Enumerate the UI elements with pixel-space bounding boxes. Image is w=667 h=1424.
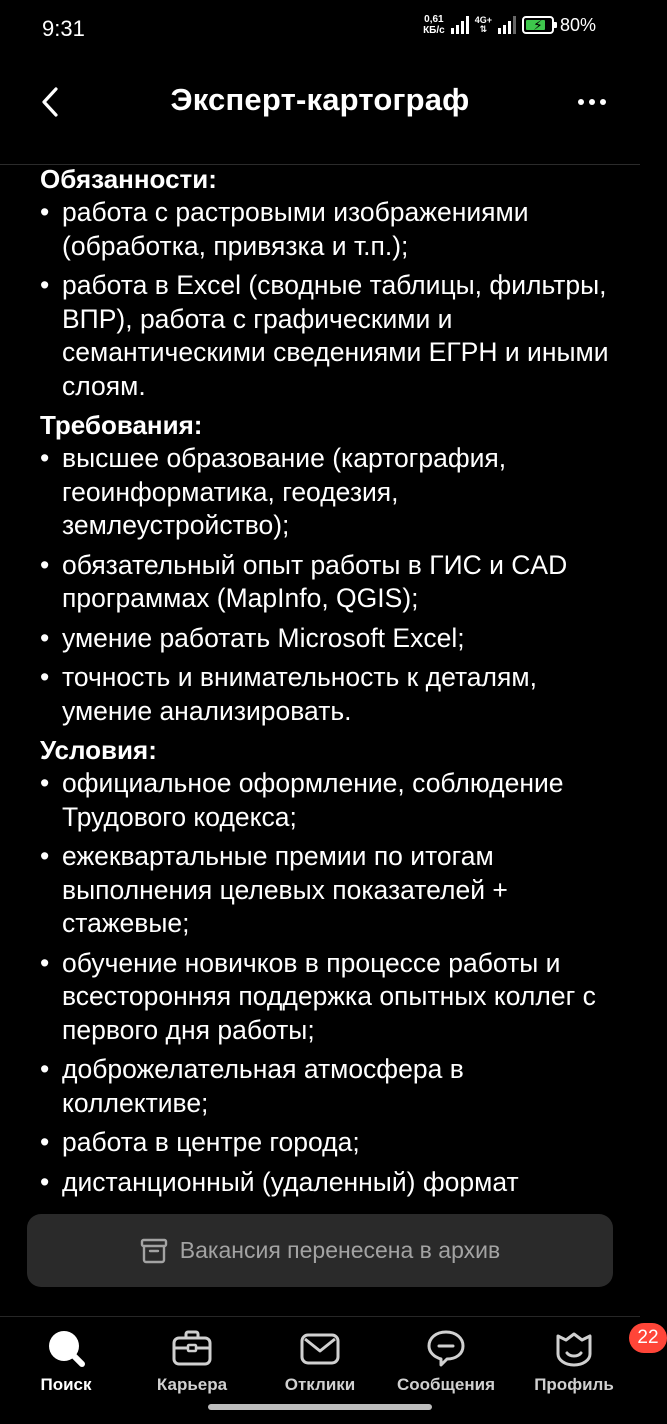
wifi-signal-icon <box>451 16 469 34</box>
vacancy-description-body <box>40 163 610 1205</box>
duties-heading: Обязанности: <box>40 164 217 194</box>
battery-tip <box>554 22 557 28</box>
tab-search[interactable] <box>2 1327 130 1395</box>
search-icon <box>44 1327 88 1369</box>
charging-bolt-icon: ⚡ <box>532 17 543 33</box>
requirement-item: • обязательный опыт работы в ГИС и CAD программах (MapInfo, QGIS); <box>40 549 610 616</box>
requirements-heading: Требования: <box>40 410 203 440</box>
tab-messages[interactable] <box>382 1327 510 1395</box>
tab-label: Сообщения <box>397 1375 495 1394</box>
condition-item: • доброжелательная атмосфера в коллективе; <box>40 1053 610 1120</box>
requirement-item: • высшее образование (картография, геоинформатика, геодезия, землеустройство); <box>40 442 610 543</box>
tab-label: Отклики <box>284 1375 356 1394</box>
network-speed-unit: КБ/с <box>423 25 445 36</box>
mobile-network-label <box>475 16 492 34</box>
tab-responses[interactable] <box>256 1327 384 1395</box>
profile-face-icon <box>553 1328 595 1368</box>
tab-profile[interactable] <box>510 1327 659 1395</box>
more-button[interactable] <box>572 84 612 120</box>
tab-label: Профиль <box>534 1375 614 1394</box>
more-dot <box>578 99 584 105</box>
battery-icon <box>522 16 554 34</box>
tab-career[interactable] <box>128 1327 256 1395</box>
duties-list <box>40 196 610 403</box>
data-arrows-icon: ⇅ <box>479 24 488 34</box>
requirements-list <box>40 442 610 728</box>
tab-label: Карьера <box>156 1375 228 1394</box>
conditions-heading: Условия: <box>40 735 157 765</box>
requirement-item: • умение работать Microsoft Excel; <box>40 622 610 656</box>
app-header <box>0 58 640 165</box>
network-type: 4G+ <box>474 15 492 25</box>
archive-box-icon <box>140 1238 168 1264</box>
home-indicator[interactable] <box>208 1404 432 1410</box>
status-right-group <box>423 14 596 36</box>
conditions-list <box>40 767 610 1199</box>
cell-signal-icon <box>498 16 516 34</box>
status-bar <box>0 0 640 58</box>
more-dot <box>600 99 606 105</box>
network-speed <box>423 14 445 36</box>
chat-bubble-icon <box>425 1328 467 1368</box>
vacancy-description[interactable] <box>0 164 640 1197</box>
more-dot <box>589 99 595 105</box>
page-title: Эксперт-картограф <box>170 82 470 117</box>
archived-vacancy-banner <box>27 1214 613 1287</box>
condition-item: • официальное оформление, соблюдение Трудового кодекса; <box>40 767 610 834</box>
archived-vacancy-text: Вакансия перенесена в архив <box>179 1237 501 1263</box>
briefcase-icon <box>171 1328 213 1368</box>
condition-item: • обучение новичков в процессе работы и всесторонняя поддержка опытных коллег с первого дня работы; <box>40 947 610 1048</box>
network-speed-value: 0,61 <box>424 14 444 25</box>
duty-item: • работа с растровыми изображениями (обработка, привязка и т.п.); <box>40 196 610 263</box>
envelope-icon <box>299 1329 341 1367</box>
notification-badge: 22 <box>629 1323 667 1353</box>
condition-item: • дистанционный (удаленный) формат <box>40 1166 610 1200</box>
condition-item: • ежеквартальные премии по итогам выполнения целевых показателей + стажевые; <box>40 840 610 941</box>
condition-item: • работа в центре города; <box>40 1126 610 1160</box>
tab-label: Поиск <box>40 1375 92 1394</box>
status-time: 9:31 <box>42 16 85 41</box>
duty-item: • работа в Excel (сводные таблицы, фильтры, ВПР), работа с графическими и семантическими сведениями ЕГРН и иными слоям. <box>40 269 610 403</box>
battery-percent: 80% <box>559 14 596 35</box>
requirement-item: • точность и внимательность к деталям, умение анализировать. <box>40 661 610 728</box>
